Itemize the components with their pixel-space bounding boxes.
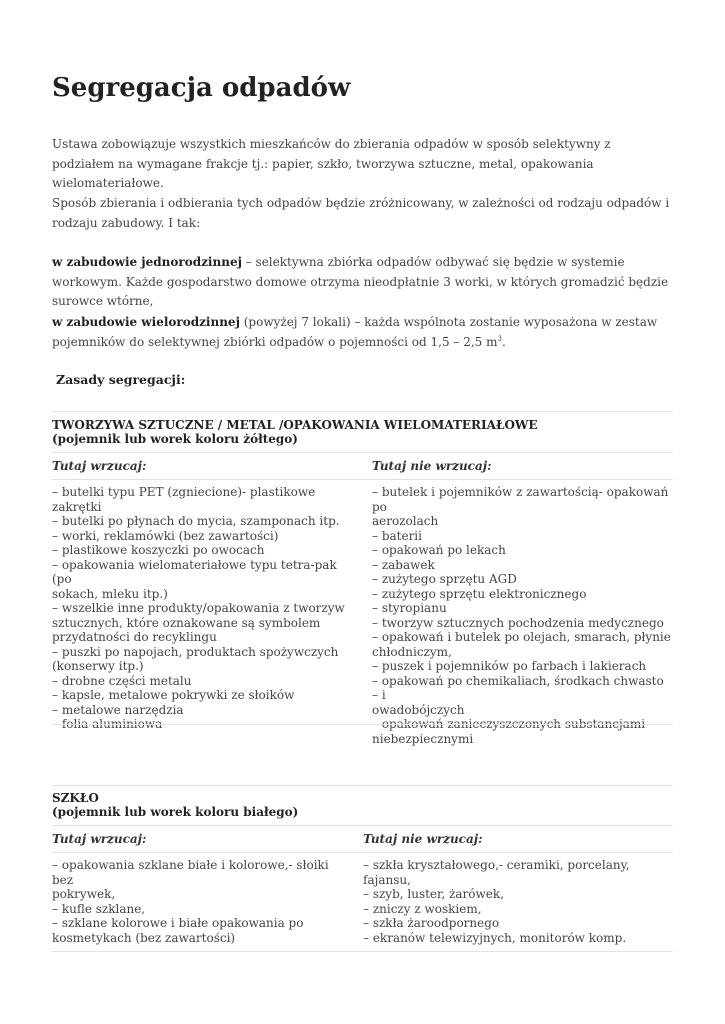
list-item: sokach, mleku itp.) — [52, 586, 168, 601]
list-item: (konserwy itp.) — [52, 659, 144, 673]
list-item: – opakowania wielomateriałowe typu tetra-pak (po — [52, 557, 337, 586]
list-item: – zużytego sprzętu AGD — [372, 572, 517, 586]
list-item: – baterii — [372, 528, 422, 543]
list-item: aerozolach — [372, 514, 439, 528]
single-family-label: w zabudowie jednorodzinnej — [52, 255, 242, 269]
table-divider — [52, 411, 673, 412]
glass-no-list — [363, 858, 673, 945]
plastics-title: TWORZYWA SZTUCZNE / METAL /OPAKOWANIA WIELOMATERIAŁOWE — [52, 418, 538, 432]
multi-family-paragraph — [52, 313, 673, 352]
page-title: Segregacja odpadów — [52, 73, 351, 103]
plastics-yes-list — [52, 485, 352, 732]
multi-family-label: w zabudowie wielorodzinnej — [52, 315, 240, 329]
glass-yes-list — [52, 858, 347, 945]
list-item: – worki, reklamówki (bez zawartości) — [52, 528, 279, 543]
intro-paragraph-1: Ustawa zobowiązuje wszystkich mieszkańców do zbierania odpadów w sposób selektywny z podziałem na wymagane frakcje tj.: papier, szkło, tworzywa sztuczne, metal, opakowania wielomateriałowe. — [52, 137, 611, 190]
list-item: – szkła żaroodpornego — [363, 916, 500, 930]
table-divider — [52, 852, 673, 853]
table-divider — [52, 785, 673, 786]
list-item: – butelki typu PET (zgniecione)- plastikowe zakrętki — [52, 485, 316, 514]
glass-no-header: Tutaj nie wrzucaj: — [363, 832, 483, 846]
list-item: – opakowań i butelek po olejach, smarach, płynie — [372, 630, 671, 644]
multi-family-text: (powyżej 7 lokali) – każda wspólnota zostanie wyposażona w zestaw pojemników do selektywnej zbiórki odpadów o pojemności od 1,5 – 2,5 m — [52, 315, 658, 349]
plastics-subtitle: (pojemnik lub worek koloru żółtego) — [52, 432, 298, 446]
list-item: – zabawek — [372, 557, 435, 572]
list-item: – szyb, luster, żarówek, — [363, 887, 504, 901]
list-item: – kufle szklane, — [52, 901, 146, 916]
glass-title: SZKŁO — [52, 791, 99, 805]
glass-yes-header: Tutaj wrzucaj: — [52, 832, 147, 846]
list-item: owadobójczych — [372, 702, 465, 717]
multi-family-end: . — [501, 334, 506, 349]
list-item: – opakowań zanieczyszczonych substancjami — [372, 717, 646, 731]
list-item: – szklane kolorowe i białe opakowania po — [52, 916, 304, 930]
list-item: – wszelkie inne produkty/opakowania z tworzyw — [52, 601, 345, 615]
list-item: kosmetykach (bez zawartości) — [52, 930, 236, 945]
list-item: – puszki po napojach, produktach spożywczych — [52, 644, 339, 659]
intro-paragraph-2: Sposób zbierania i odbierania tych odpadów będzie zróżnicowany, w zależności od rodzaju odpadów i rodzaju zabudowy. I tak: — [52, 196, 670, 230]
rules-heading: Zasady segregacji: — [56, 372, 186, 387]
list-item: pokrywek, — [52, 887, 116, 901]
list-item: – opakowania szklane białe i kolorowe,- słoiki bez — [52, 858, 329, 887]
list-item: – zużytego sprzętu elektronicznego — [372, 586, 587, 601]
plastics-no-header: Tutaj nie wrzucaj: — [372, 459, 492, 473]
table-divider — [52, 452, 673, 453]
list-item: – styropianu — [372, 601, 447, 615]
list-item: przydatności do recyklingu — [52, 630, 217, 644]
list-item: – ekranów telewizyjnych, monitorów komp. — [363, 930, 627, 945]
list-item: – puszek i pojemników po farbach i lakierach — [372, 659, 647, 673]
list-item: – opakowań po lekach — [372, 543, 506, 557]
list-item: – folia aluminiowa — [52, 717, 163, 731]
list-item: – butelki po płynach do mycia, szamponach itp. — [52, 514, 340, 528]
list-item: – opakowań po chemikaliach, środkach chwasto – i — [372, 673, 664, 702]
plastics-no-list — [372, 485, 673, 746]
table-divider — [52, 951, 673, 952]
list-item: – butelek i pojemników z zawartością- opakowań po — [372, 485, 669, 514]
table-divider — [52, 825, 673, 826]
table-divider — [52, 724, 673, 725]
list-item: sztucznych, które oznakowane są symbolem — [52, 615, 321, 630]
glass-subtitle: (pojemnik lub worek koloru białego) — [52, 805, 299, 819]
table-divider — [52, 479, 673, 480]
list-item: chłodniczym, — [372, 644, 452, 659]
list-item: – kapsle, metalowe pokrywki ze słoików — [52, 688, 295, 702]
cubic-superscript: 3 — [497, 334, 502, 343]
list-item: – drobne części metalu — [52, 673, 192, 688]
single-family-text: – selektywna zbiórka odpadów odbywać się będzie w systemie workowym. Każde gospodarstwo domowe otrzyma nieodpłatnie 3 worki, w których gromadzić będzie surowce wtórne, — [52, 255, 669, 308]
list-item: – zniczy z woskiem, — [363, 901, 482, 916]
list-item: – szkła kryształowego,- ceramiki, porcelany, fajansu, — [363, 858, 630, 887]
list-item: – plastikowe koszyczki po owocach — [52, 543, 265, 557]
plastics-yes-header: Tutaj wrzucaj: — [52, 459, 147, 473]
list-item: – metalowe narzędzia — [52, 702, 184, 717]
list-item: – tworzyw sztucznych pochodzenia medycznego — [372, 615, 664, 630]
list-item: niebezpiecznymi — [372, 731, 474, 746]
single-family-paragraph — [52, 253, 673, 312]
